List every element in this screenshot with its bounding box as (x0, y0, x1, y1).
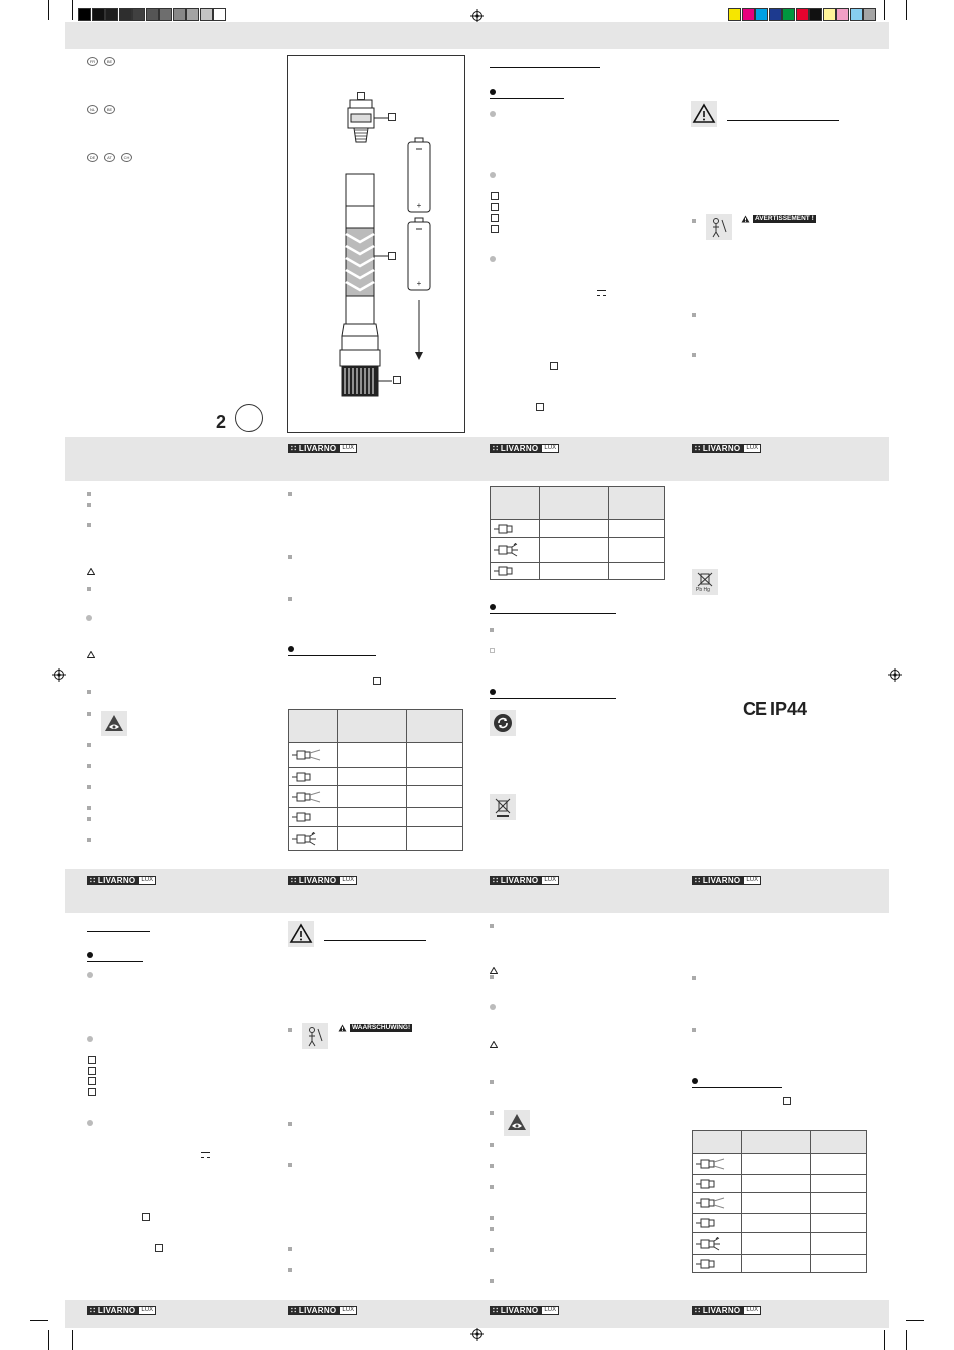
color-swatch (186, 8, 199, 21)
callout-box (536, 403, 544, 411)
ce-mark: CE (743, 699, 767, 719)
table-row (289, 786, 463, 808)
brand-suffix: LUX (339, 444, 357, 453)
parts-checkbox (88, 1088, 96, 1096)
color-swatch (132, 8, 145, 21)
section-heading-rule (490, 67, 600, 68)
color-swatch (728, 8, 741, 21)
callout-box (155, 1244, 163, 1252)
bullet (288, 1028, 292, 1032)
table-row (693, 1175, 867, 1193)
bullet (490, 1164, 494, 1168)
country-code-badge: BE (104, 57, 115, 66)
brand-logo (490, 876, 559, 885)
table-row (289, 827, 463, 851)
parts-checkbox (491, 203, 499, 211)
color-swatch (159, 8, 172, 21)
brand-name: ∷ LIVARNO (288, 1306, 339, 1315)
brand-name: ∷ LIVARNO (87, 876, 138, 885)
registration-target-icon (52, 668, 66, 687)
flashlight-mode-icon (695, 1157, 727, 1171)
color-swatch (173, 8, 186, 21)
country-code-badge: BE (104, 105, 115, 114)
color-swatch (200, 8, 213, 21)
bullet (288, 492, 292, 496)
bullet (87, 587, 91, 591)
brand-suffix: LUX (743, 1306, 761, 1315)
bullet (692, 1078, 698, 1084)
parts-checkbox (491, 192, 499, 200)
bullet (87, 952, 93, 958)
bullet (288, 555, 292, 559)
registration-target-icon (888, 668, 902, 687)
bottom-gray-band (65, 1300, 889, 1328)
bullet (87, 806, 91, 810)
callout-box (388, 113, 396, 121)
brand-suffix: LUX (138, 876, 156, 885)
flashlight-mode-icon (291, 748, 323, 762)
recycling-symbol-icon (490, 710, 516, 736)
section-heading-rule (87, 931, 150, 932)
brand-logo (490, 444, 559, 453)
modes-table (288, 709, 463, 851)
color-swatch (796, 8, 809, 21)
brand-name: ∷ LIVARNO (692, 876, 743, 885)
flashlight-mode-icon (291, 810, 323, 824)
color-swatch (863, 8, 876, 21)
table-row (491, 563, 665, 580)
child-hazard-icon (706, 214, 732, 240)
svg-text:+: + (416, 201, 422, 210)
bullet (87, 785, 91, 789)
table-row (289, 768, 463, 786)
subheading-rule (288, 655, 376, 656)
callout-box (783, 1097, 791, 1105)
brand-name: ∷ LIVARNO (490, 876, 541, 885)
bullet (87, 503, 91, 507)
callout-box (142, 1213, 150, 1221)
subheading-rule (490, 698, 616, 699)
brand-logo (288, 876, 357, 885)
flashlight-mode-icon (493, 522, 525, 536)
color-swatch (836, 8, 849, 21)
subheading-rule (490, 98, 564, 99)
brand-logo (87, 1306, 156, 1315)
parts-checkbox (88, 1067, 96, 1075)
bullet (288, 597, 292, 601)
table-row (693, 1233, 867, 1255)
brand-name: ∷ LIVARNO (288, 444, 339, 453)
brand-logo (692, 1306, 761, 1315)
warning-label: WAARSCHUWING! (352, 1024, 411, 1031)
eye-hazard-icon (101, 711, 127, 736)
bin-label: Pb Hg (696, 587, 710, 593)
brand-suffix: LUX (541, 876, 559, 885)
bullet (490, 1248, 494, 1252)
middle-gray-band-1 (65, 437, 889, 481)
color-swatch (809, 8, 822, 21)
bullet (490, 1004, 496, 1010)
brand-suffix: LUX (743, 876, 761, 885)
bullet (490, 1080, 494, 1084)
bullet (87, 712, 91, 716)
page-number-circle (235, 404, 263, 432)
brand-suffix: LUX (138, 1306, 156, 1315)
subheading-rule (490, 613, 616, 614)
color-swatch (850, 8, 863, 21)
brand-suffix: LUX (541, 444, 559, 453)
color-swatch (119, 8, 132, 21)
warning-triangle-icon (87, 562, 95, 580)
brand-suffix: LUX (339, 876, 357, 885)
subheading-rule (87, 961, 143, 962)
brand-suffix: LUX (541, 1306, 559, 1315)
parts-checkbox (491, 214, 499, 222)
bullet (692, 976, 696, 980)
bullet (288, 1268, 292, 1272)
modes-table (490, 486, 665, 580)
dc-symbol-icon (597, 290, 606, 296)
callout-box (388, 252, 396, 260)
top-gray-band (65, 22, 889, 49)
product-diagram (287, 55, 465, 433)
color-swatch (742, 8, 755, 21)
parts-checkbox (88, 1077, 96, 1085)
bullet (87, 1120, 93, 1126)
flashlight-mode-icon (291, 790, 323, 804)
color-swatch (782, 8, 795, 21)
bullet (490, 1227, 494, 1231)
callout-box (373, 677, 381, 685)
bullet (490, 1216, 494, 1220)
bullet (692, 313, 696, 317)
registration-target-icon (470, 1327, 484, 1346)
parts-checkbox (88, 1056, 96, 1064)
bullet (490, 975, 494, 979)
bullet (288, 1163, 292, 1167)
bullet (87, 1036, 93, 1042)
flashlight-mode-icon (291, 832, 323, 846)
parts-checkbox (491, 225, 499, 233)
flashlight-mode-icon (695, 1177, 727, 1191)
bullet (490, 1143, 494, 1147)
bullet (288, 646, 294, 652)
table-row (693, 1154, 867, 1175)
bullet (87, 523, 91, 527)
bullet (288, 1247, 292, 1251)
bullet (87, 743, 91, 747)
bullet (490, 689, 496, 695)
bullet (692, 1028, 696, 1032)
bullet (87, 972, 93, 978)
warning-triangle-icon (288, 921, 314, 947)
table-header-row (289, 710, 463, 743)
warning-triangle-icon (490, 1035, 498, 1053)
brand-name: ∷ LIVARNO (490, 444, 541, 453)
table-row (693, 1193, 867, 1214)
country-code-badge: FR (87, 57, 98, 66)
bullet-outline (490, 648, 495, 653)
bullet (490, 1185, 494, 1189)
brand-name: ∷ LIVARNO (288, 876, 339, 885)
flashlight-mode-icon (493, 543, 525, 557)
color-swatch (105, 8, 118, 21)
brand-logo (692, 444, 761, 453)
warning-heading-rule (324, 940, 426, 941)
table-header-row (491, 487, 665, 520)
bullet (692, 219, 696, 223)
color-swatch (769, 8, 782, 21)
bullet (692, 353, 696, 357)
bullet (490, 111, 496, 117)
color-swatch (755, 8, 768, 21)
brand-logo (288, 444, 357, 453)
flashlight-mode-icon (695, 1216, 727, 1230)
flashlight-mode-icon (291, 770, 323, 784)
child-hazard-icon (302, 1023, 328, 1049)
middle-gray-band-2 (65, 869, 889, 913)
table-row (491, 538, 665, 563)
brand-logo (692, 876, 761, 885)
certification-marks (743, 699, 807, 720)
bullet (490, 256, 496, 262)
bullet (490, 172, 496, 178)
flashlight-mode-icon (493, 564, 525, 578)
eye-hazard-icon (504, 1110, 530, 1136)
bullet (490, 604, 496, 610)
bullet (87, 817, 91, 821)
color-swatch (823, 8, 836, 21)
bullet (86, 615, 92, 621)
table-row (289, 743, 463, 768)
bullet (490, 89, 496, 95)
svg-text:+: + (416, 279, 422, 288)
bullet (490, 1279, 494, 1283)
brand-logo (288, 1306, 357, 1315)
brand-name: ∷ LIVARNO (692, 1306, 743, 1315)
warning-heading-rule (727, 120, 839, 121)
callout-box (357, 92, 365, 100)
ip-rating: IP44 (770, 699, 808, 719)
bullet (87, 764, 91, 768)
brand-name: ∷ LIVARNO (692, 444, 743, 453)
country-code-badge: DE (87, 153, 98, 162)
table-row (693, 1255, 867, 1273)
table-row (289, 808, 463, 827)
callout-box (550, 362, 558, 370)
bullet (288, 1122, 292, 1126)
bullet (490, 628, 494, 632)
color-swatch (78, 8, 91, 21)
flashlight-mode-icon (695, 1237, 727, 1251)
warning-badge (741, 215, 816, 223)
callout-box (393, 376, 401, 384)
color-swatch (146, 8, 159, 21)
table-row (693, 1214, 867, 1233)
bullet (87, 492, 91, 496)
warning-label: AVERTISSEMENT ! (755, 215, 814, 222)
table-header-row (693, 1131, 867, 1154)
page-number: 2 (216, 412, 227, 432)
battery-disposal-icon (692, 569, 718, 595)
color-swatch (213, 8, 226, 21)
bullet (87, 690, 91, 694)
country-code-badge: AT (104, 153, 115, 162)
brand-name: ∷ LIVARNO (87, 1306, 138, 1315)
country-code-badge: NL (87, 105, 98, 114)
dc-symbol-icon (201, 1152, 210, 1158)
brand-suffix: LUX (339, 1306, 357, 1315)
brand-logo (87, 876, 156, 885)
brand-logo (490, 1306, 559, 1315)
flashlight-mode-icon (695, 1196, 727, 1210)
brand-name: ∷ LIVARNO (490, 1306, 541, 1315)
bullet (490, 924, 494, 928)
modes-table (692, 1130, 867, 1273)
bullet (87, 838, 91, 842)
warning-triangle-icon (691, 101, 717, 127)
subheading-rule (692, 1087, 782, 1088)
table-row (491, 520, 665, 538)
bullet (490, 1111, 494, 1115)
flashlight-mode-icon (695, 1257, 727, 1271)
warning-badge (338, 1024, 412, 1032)
crossed-bin-icon (490, 794, 516, 820)
brand-suffix: LUX (743, 444, 761, 453)
country-code-badge: CH (121, 153, 132, 162)
warning-triangle-icon (87, 645, 95, 663)
color-swatch (92, 8, 105, 21)
